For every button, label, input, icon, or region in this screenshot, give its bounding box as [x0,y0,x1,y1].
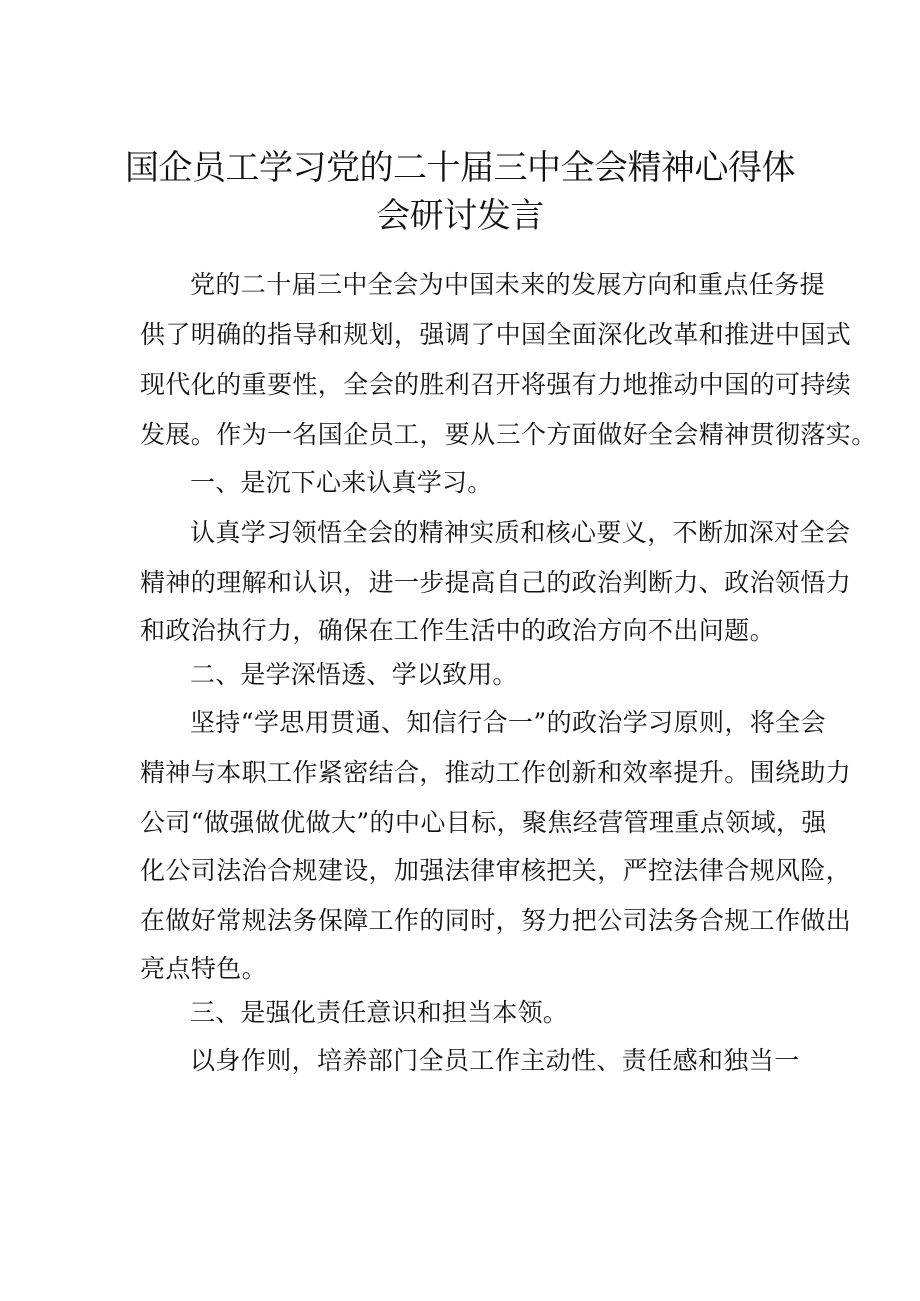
paragraph-4-line-1: 以身作则，培养部门全员工作主动性、责任感和独当一 [190,1046,800,1075]
paragraph-3-line-1: 坚持“学思用贯通、知信行合一”的政治学习原则，将全会 [190,708,826,737]
document-title-line-2: 会研讨发言 [376,196,544,236]
paragraph-3-line-6: 亮点特色。 [140,954,268,983]
section-heading-2: 二、是学深悟透、学以致用。 [190,660,518,689]
paragraph-1-line-3: 现代化的重要性，全会的胜利召开将强有力地推动中国的可持续 [140,370,852,399]
document-title-line-1: 国企员工学习党的二十届三中全会精神心得体 [125,148,795,188]
paragraph-1-line-4: 发展。作为一名国企员工，要从三个方面做好全会精神贯彻落实。 [140,420,877,449]
paragraph-2-line-2: 精神的理解和认识，进一步提高自己的政治判断力、政治领悟力 [140,568,852,597]
section-heading-1: 一、是沉下心来认真学习。 [190,468,493,497]
paragraph-2-line-1: 认真学习领悟全会的精神实质和核心要义，不断加深对全会 [190,518,851,547]
paragraph-1-line-2: 供了明确的指导和规划，强调了中国全面深化改革和推进中国式 [140,320,852,349]
section-heading-3: 三、是强化责任意识和担当本领。 [190,998,569,1027]
paragraph-2-line-3: 和政治执行力，确保在工作生活中的政治方向不出问题。 [140,616,776,645]
paragraph-3-line-3: 公司“做强做优做大”的中心目标，聚焦经营管理重点领域，强 [140,808,827,837]
paragraph-3-line-5: 在做好常规法务保障工作的同时，努力把公司法务合规工作做出 [140,906,852,935]
paragraph-3-line-2: 精神与本职工作紧密结合，推动工作创新和效率提升。围绕助力 [140,758,852,787]
paragraph-1-line-1: 党的二十届三中全会为中国未来的发展方向和重点任务提 [190,270,826,299]
paragraph-3-line-4: 化公司法治合规建设，加强法律审核把关，严控法律合规风险， [140,856,852,885]
